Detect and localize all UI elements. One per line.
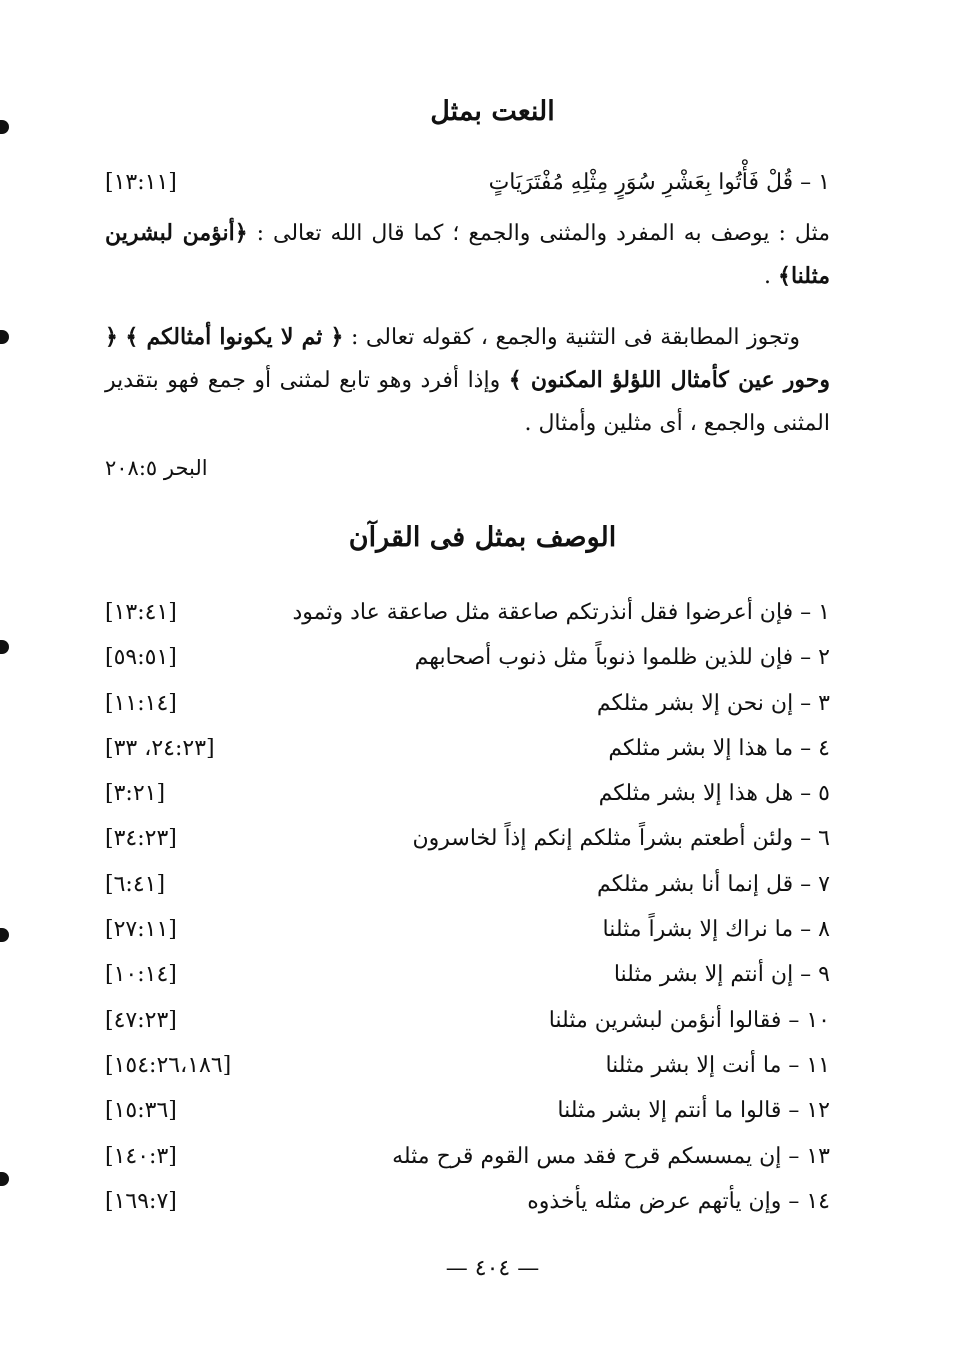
list-item [105, 1144, 830, 1189]
verse-ref: [٥٩:٥١] [105, 645, 177, 671]
verse-text: ١٢ – قالوا ما أنتم إلا بشر مثلنا [557, 1098, 830, 1124]
list-item [105, 1053, 830, 1098]
paragraph-usage [105, 212, 830, 298]
scan-edge-mark [0, 120, 9, 134]
verse-ref: [١٥٤:٢٦،١٨٦] [105, 1052, 232, 1078]
paragraph-usage-quote: ﴿أنؤمن لبشرين مثلنا﴾ [105, 220, 830, 289]
verse-ref: [٣:٢١] [105, 781, 166, 807]
verse-text: ١٣ – إن يمسسكم قرح فقد مس القوم قرح مثله [392, 1143, 830, 1169]
intro-verse-text: ١ – قُلْ فَأْتُوا بِعَشْرِ سُوَرٍ مِثْلِهِ مُفْتَرَيَاتٍ [488, 170, 830, 195]
verse-text: ٨ – ما نراك إلا بشراً مثلنا [602, 917, 830, 943]
list-item [105, 917, 830, 962]
verse-ref: [٢٧:١١] [105, 917, 177, 943]
verse-ref: [٣٤:٢٣] [105, 826, 177, 852]
source-citation: البحر ٢٠٨:٥ [105, 456, 208, 480]
verse-ref: [١٤٠:٣] [105, 1143, 177, 1169]
list-item [105, 781, 830, 826]
paragraph-agreement-quote-2: ﴿ وحور عين كأمثال اللؤلؤ المكنون ﴾ [105, 324, 831, 393]
verse-text: ٦ – ولئن أطعتم بشراً مثلكم إنكم إذاً لخاسرون [412, 826, 830, 852]
verse-ref: [١٥:٣٦] [105, 1098, 177, 1124]
verse-text: ٥ – هل هذا إلا بشر مثلكم [598, 781, 830, 807]
verse-text: ١٠ – فقالوا أنؤمن لبشرين مثلنا [548, 1007, 830, 1033]
verse-ref: [٤٧:٢٣] [105, 1007, 177, 1033]
list-item [105, 645, 830, 690]
section-heading-naat: النعت بمثل [430, 96, 555, 127]
list-item [105, 826, 830, 871]
intro-verse-ref: [١٣:١١] [105, 170, 177, 195]
verse-ref: [١٦٩:٧] [105, 1188, 177, 1214]
list-item [105, 1008, 830, 1053]
intro-verse-row [105, 170, 830, 204]
list-item [105, 736, 830, 781]
verse-text: ٤ – ما هذا إلا بشر مثلكم [608, 735, 830, 761]
verse-ref: [١٣:٤١] [105, 600, 177, 625]
scan-edge-mark [0, 330, 9, 344]
paragraph-agreement-quote-1: ﴿ ثم لا يكونوا أمثالكم ﴾ [125, 324, 344, 350]
scan-edge-mark [0, 928, 9, 942]
verse-text: ٩ – إن أنتم إلا بشر مثلنا [613, 962, 830, 988]
verse-text: ٧ – قل إنما أنا بشر مثلكم [597, 871, 830, 897]
verse-ref: [٢٤:٢٣، ٣٣] [105, 735, 215, 761]
paragraph-agreement-text-1: وتجوز المطابقة فى التثنية والجمع ، كقوله تعالى : [343, 325, 800, 350]
scan-edge-mark [0, 640, 9, 654]
section-heading-wasf: الوصف بمثل فى القرآن [348, 522, 617, 553]
verse-text: ١٤ – وإن يأتهم عرض مثله يأخذوه [527, 1188, 830, 1214]
verse-ref: [٦:٤١] [105, 871, 166, 897]
list-item [105, 1189, 830, 1234]
verse-text: ٣ – إن نحن إلا بشر مثلكم [596, 690, 830, 716]
paragraph-agreement [105, 316, 830, 445]
paragraph-usage-tail: . [764, 264, 779, 289]
list-item [105, 872, 830, 917]
verse-list [105, 600, 830, 1234]
verse-text: ١ – فإن أعرضوا فقل أنذرتكم صاعقة مثل صاعقة عاد وثمود [292, 600, 830, 625]
paragraph-usage-text: مثل : يوصف به المفرد والمثنى والجمع ؛ كما قال الله تعالى : [247, 221, 830, 246]
document-page [105, 0, 830, 1347]
list-item [105, 962, 830, 1007]
verse-ref: [١١:١٤] [105, 690, 177, 716]
paragraph-agreement-text-3: وإذا أفرد وهو تابع لمثنى أو جمع فهو بتقدير المثنى والجمع ، أى مثلين وأمثال . [105, 368, 830, 436]
list-item [105, 1098, 830, 1143]
page-number: — ٤٠٤ — [445, 1256, 540, 1281]
scan-edge-mark [0, 1172, 9, 1186]
verse-text: ١١ – ما أنت إلا بشر مثلنا [605, 1052, 830, 1078]
verse-ref: [١٠:١٤] [105, 962, 177, 988]
list-item [105, 691, 830, 736]
list-item [105, 600, 830, 645]
verse-text: ٢ – فإن للذين ظلموا ذنوباً مثل ذنوب أصحابهم [414, 645, 830, 671]
